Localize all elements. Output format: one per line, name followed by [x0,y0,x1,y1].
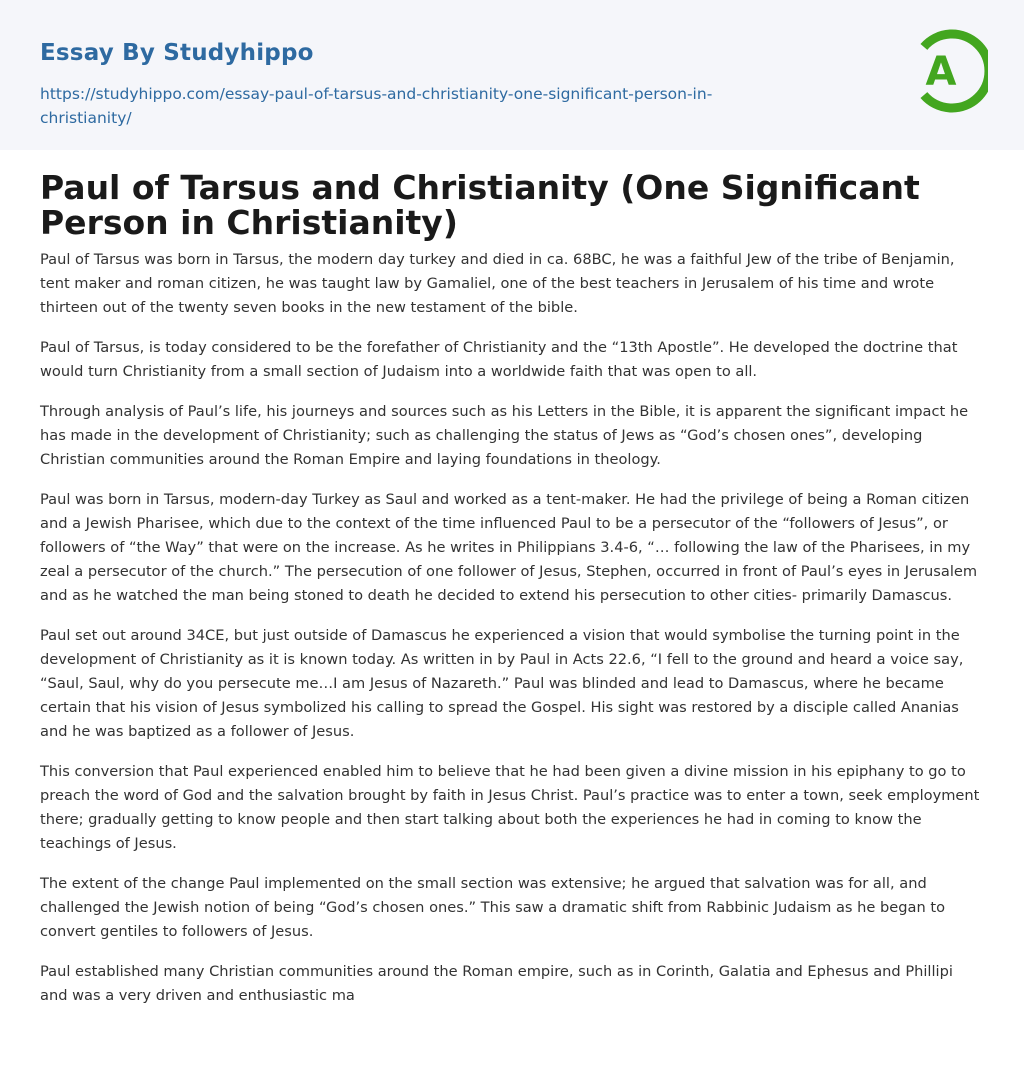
article [40,170,984,1024]
essay-url-link[interactable]: https://studyhippo.com/essay-paul-of-tarsus-and-christianity-one-significant-person-in-christianity/ [40,85,713,127]
studyhippo-logo-icon[interactable] [902,28,988,114]
paragraph: Paul was born in Tarsus, modern-day Turkey as Saul and worked as a tent-maker. He had the privilege of being a Roman citizen and a Jewish Pharisee, which due to the context of the time influenced Paul to be a persecutor of the “followers of Jesus”, or followers of “the Way” that were on the increase. As he writes in Philippians 3.4-6, “… following the law of the Pharisees, in my zeal a persecutor of the church.” The persecution of one follower of Jesus, Stephen, occurred in front of Paul’s eyes in Jerusalem and as he watched the man being stoned to death he decided to extend his persecution to other cities- primarily Damascus. [40,491,978,604]
site-header [0,0,1024,150]
article-title: Paul of Tarsus and Christianity (One Significant Person in Christianity) [40,168,920,242]
paragraph: Paul of Tarsus was born in Tarsus, the modern day turkey and died in ca. 68BC, he was a faithful Jew of the tribe of Benjamin, tent maker and roman citizen, he was taught law by Gamaliel, one of the best teachers in Jerusalem of his time and wrote thirteen out of the twenty seven books in the new testament of the bible. [40,251,955,316]
brand-title: Essay By Studyhippo [40,40,314,66]
paragraph: Through analysis of Paul’s life, his journeys and sources such as his Letters in the Bible, it is apparent the significant impact he has made in the development of Christianity; such as challenging the status of Jews as “God’s chosen ones”, developing Christian communities around the Roman Empire and laying foundations in theology. [40,403,969,468]
paragraph: The extent of the change Paul implemented on the small section was extensive; he argued that salvation was for all, and challenged the Jewish notion of being “God’s chosen ones.” This saw a dramatic shift from Rabbinic Judaism as he began to convert gentiles to followers of Jesus. [40,875,946,940]
paragraph: Paul of Tarsus, is today considered to be the forefather of Christianity and the “13th Apostle”. He developed the doctrine that would turn Christianity from a small section of Judaism into a worldwide faith that was open to all. [40,339,958,380]
paragraph: This conversion that Paul experienced enabled him to believe that he had been given a divine mission in his epiphany to go to preach the word of God and the salvation brought by faith in Jesus Christ. Paul’s practice was to enter a town, seek employment there; gradually getting to know people and then start talking about both the experiences he had in coming to know the teachings of Jesus. [40,763,980,852]
paragraph: Paul established many Christian communities around the Roman empire, such as in Corinth, Galatia and Ephesus and Phillipi and was a very driven and enthusiastic ma [40,963,953,1004]
paragraph: Paul set out around 34CE, but just outside of Damascus he experienced a vision that would symbolise the turning point in the development of Christianity as it is known today. As written in by Paul in Acts 22.6, “I fell to the ground and heard a voice say, “Saul, Saul, why do you persecute me…I am Jesus of Nazareth.” Paul was blinded and lead to Damascus, where he became certain that his vision of Jesus symbolized his calling to spread the Gospel. His sight was restored by a disciple called Ananias and he was baptized as a follower of Jesus. [40,627,964,740]
logo-letter: A [925,49,957,95]
